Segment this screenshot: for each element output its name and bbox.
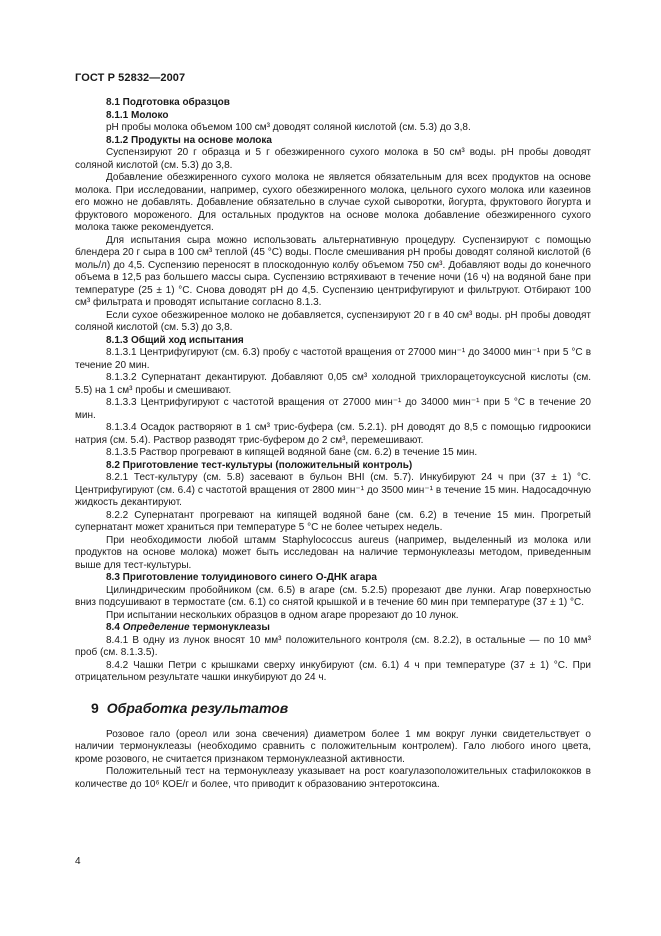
section-8-1-3-title: 8.1.3 Общий ход испытания bbox=[106, 334, 244, 346]
section-8-2-title: 8.2 Приготовление тест-культуры (положительный контроль) bbox=[106, 459, 413, 471]
paragraph: Для испытания сыра можно использовать альтернативную процедуру. Суспензируют с помощью блендера 20 г сыра в 100 см³ теплой (45 °С) воды. После смешивания pH пробы доводят соляной кислотой (6 моль/л) до 4,5. Суспензию переносят в плоскодонную колбу объемом 750 см³. Добавляют воды до конечного объема в 12,5 раз большего массы сыра. Суспензию встряхивают в течение ночи (16 ч) на водяной бане при температуре (25 ± 1) °С. Снова доводят pH до 4,5. Суспензию центрифугируют и фильтруют. Отбирают 100 см³ фильтрата и проводят испытание согласно 8.1.3. bbox=[75, 234, 591, 308]
section-9-text: Обработка результатов bbox=[106, 699, 289, 716]
section-8-4-title bbox=[75, 622, 591, 635]
paragraph: При необходимости любой штамм Staphylococcus aureus (например, выделенный из молока или продуктов на основе молока) может быть исследован на наличие термонуклеазы методом, приведенным выше для тест-культуры. bbox=[75, 534, 591, 571]
section-9-number: 9 bbox=[91, 699, 99, 716]
section-8-4-italic: Определение bbox=[122, 622, 190, 633]
paragraph: Если сухое обезжиренное молоко не добавляется, суспензируют 20 г в 40 см³ воды. pH пробы доводят соляной кислотой (см. 5.3) до 3,8. bbox=[75, 309, 591, 333]
paragraph: Положительный тест на термонуклеазу указывает на рост коагулазоположительных стафилококков в количестве до 10⁶ КОЕ/г и более, что приводит к образованию энтеротоксина. bbox=[75, 766, 591, 790]
section-8-1-title: 8.1 Подготовка образцов bbox=[106, 97, 230, 108]
paragraph: При испытании нескольких образцов в одном агаре прорезают до 10 лунок. bbox=[106, 609, 459, 621]
paragraph: Добавление обезжиренного сухого молока не является обязательным для всех продуктов на основе молока. При исследовании, например, сухого обезжиренного молока, цельного сухого молока или казеинов его можно не добавлять. Добавление обязательно в случае сухой сыворотки, йогурта, фруктового йогурта и фруктового мороженого. Для остальных продуктов на основе молока добавление обезжиренного сухого молока также рекомендуется. bbox=[75, 172, 591, 233]
paragraph: 8.1.3.4 Осадок растворяют в 1 см³ трис-буфера (см. 5.2.1). pH доводят до 8,5 с помощью гидроокиси натрия (см. 5.4). Раствор разводят трис-буфером до 2 см³, перемешивают. bbox=[75, 422, 591, 446]
standard-header: ГОСТ Р 52832—2007 bbox=[75, 72, 186, 84]
paragraph: 8.1.3.3 Центрифугируют с частотой вращения от 27000 мин⁻¹ до 34000 мин⁻¹ при 5 °С в течение 20 мин. bbox=[75, 397, 591, 421]
paragraph: 8.1.3.1 Центрифугируют (см. 6.3) пробу с частотой вращения от 27000 мин⁻¹ до 34000 мин⁻¹ при 5 °С в течение 20 мин. bbox=[75, 347, 591, 371]
paragraph: 8.1.3.5 Раствор прогревают в кипящей водяной бане (см. 6.2) в течение 15 мин. bbox=[106, 447, 478, 458]
paragraph: 8.1.3.2 Супернатант декантируют. Добавляют 0,05 см³ холодной трихлорацетоуксусной кислоты (см. 5.5) на 1 см³ пробы и смешивают. bbox=[75, 372, 591, 396]
section-8-4-number: 8.4 bbox=[106, 622, 120, 633]
section-9-title bbox=[75, 699, 591, 717]
section-8-1-2-title: 8.1.2 Продукты на основе молока bbox=[106, 134, 272, 146]
paragraph: Цилиндрическим пробойником (см. 6.5) в агаре (см. 5.2.5) прорезают две лунки. Агар поверхностью вниз подсушивают в термостате (см. 6.1) со снятой крышкой и в течение 60 мин при температуре (37 ± 1) °С. bbox=[75, 584, 591, 608]
paragraph: 8.2.1 Тест-культуру (см. 5.8) засевают в бульон ВНI (см. 5.7). Инкубируют 24 ч при (37 ± 1) °С. Центрифугируют (см. 6.4) с частотой вращения от 2800 мин⁻¹ до 3500 мин⁻¹ в течение 15 мин. Надосадочную жидкость декантируют. bbox=[75, 472, 591, 508]
section-8-1-1-title: 8.1.1 Молоко bbox=[106, 109, 169, 121]
paragraph: Суспензируют 20 г образца и 5 г обезжиренного сухого молока в 50 см³ воды. pH пробы доводят соляной кислотой (см. 5.3) до 3,8. bbox=[75, 147, 591, 171]
paragraph: pH пробы молока объемом 100 см³ доводят соляной кислотой (см. 5.3) до 3,8. bbox=[106, 122, 471, 133]
paragraph: 8.4.1 В одну из лунок вносят 10 мм³ положительного контроля (см. 8.2.2), в остальные — по 10 мм³ проб (см. 8.1.3.5). bbox=[75, 634, 591, 658]
paragraph: Розовое гало (ореол или зона свечения) диаметром более 1 мм вокруг лунки свидетельствует о наличии термонуклеазы (необходимо сравнить с положительным контролем). Гало любого иного цвета, кроме розового, не считается признаком термонуклеазной активности. bbox=[75, 728, 591, 765]
page-number: 4 bbox=[75, 856, 81, 867]
section-8-3-title: 8.3 Приготовление толуидинового синего О-ДНК агара bbox=[106, 572, 377, 583]
document-body bbox=[75, 97, 591, 791]
paragraph: 8.4.2 Чашки Петри с крышками сверху инкубируют (см. 6.1) 4 ч при температуре (37 ± 1) °С. При отрицательном результате чашки инкубируют до 24 ч. bbox=[75, 659, 591, 683]
paragraph: 8.2.2 Супернатант прогревают на кипящей водяной бане (см. 6.2) в течение 15 мин. Прогретый супернатант может храниться при температуре 5 °С не более четырех недель. bbox=[75, 509, 591, 533]
section-8-4-rest: термонуклеазы bbox=[192, 622, 270, 633]
